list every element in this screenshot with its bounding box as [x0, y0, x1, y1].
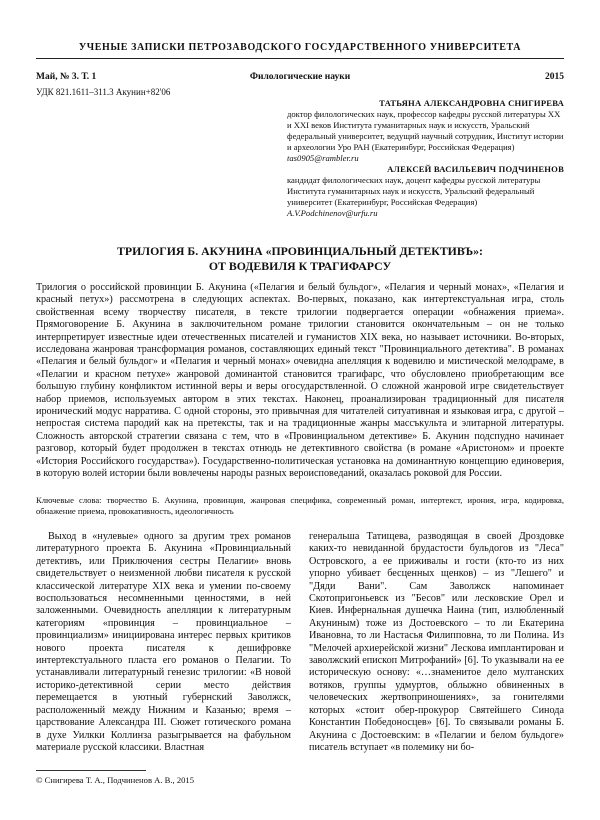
issue-year: 2015: [545, 72, 564, 82]
author-affiliation: кандидат филологических наук, доцент кафедры русской литературы Института гуманитарных наук и искусств, Уральский федеральный университет (Екатеринбург, Российская Федерация): [287, 175, 541, 207]
author-block-2: [287, 164, 564, 219]
author-email[interactable]: A.V.Podchinenov@urfu.ru: [287, 208, 378, 218]
author-affiliation: доктор филологических наук, профессор кафедры русской литературы XX и XXI веков Института гуманитарных наук и искусств, Уральский федеральный университет, ведущий научный сотрудник, Институт истории и археологии Уро РАН (Екатеринбург, Российская Федерация): [287, 109, 564, 152]
title-line: ТРИЛОГИЯ Б. АКУНИНА «ПРОВИНЦИАЛЬНЫЙ ДЕТЕКТИВЪ»:: [117, 244, 483, 258]
body-column-right: генеральша Татищева, разводящая в своей Дроздовке каких-то невиданной брудастости бульдогов из "Леса" Островского, а ее приживалы и гости (кто-то из них упорно убивает бесценных щенков) – из "Лешего" и "Дяди Вани". Сам Заволжск напоминает Скотопригоньевск из "Бесов" или лесковские Орел и Киев. Инфернальная душечка Наина (тип, излюбленный Акуниным) тоже из Достоевского – то ли Екатерина Ивановна, то ли Настасья Филипповна, то ли Полина. Из "Мелочей архиерейской жизни" Лескова имплантирован и заволжский епископ Митрофаний» [6]. То указывали на ее историческую основу: «…знаменитое дело мултанских вотяков, группы удмуртов, облыжно обвиненных в человеческих жертвоприношениях», за гонителями которых «стоит обер-прокурор Святейшего Синода Константин Победоносцев» [6]. То связывали романы Б. Акунина с Достоевским: в «Пелагии и белом бульдоге» писатель вступает «в полемику ни бо-: [309, 531, 564, 753]
issue-row: [36, 72, 564, 86]
author-name: АЛЕКСЕЙ ВАСИЛЬЕВИЧ ПОДЧИНЕНОВ: [387, 164, 564, 174]
abstract: Трилогия о российской провинции Б. Акунина («Пелагия и белый бульдог», «Пелагия и черный монах», «Пелагия и красный петух») рассмотрена в следующих аспектах. Во-первых, показано, как интертекстуальная игра, столь свойственная всему творчеству писателя, в тексте трилогии подвергается операции «обнажения приема». Прямоговорение Б. Акунина в заключительном романе трилогии становится окончательным – он не только интерпретирует известные идеи отечественных писателей и гуманистов XIX века, но называет источники. Во-вторых, исследована жанровая трансформация романов, составляющих единый текст "Провинциального детектива". В романах «Пелагия и белый бульдог» и «Пелагия и черный монах» очевидна апелляция к водевилю и мистической мелодраме, в «Пелагии и красном петухе» жанровой доминантой становится трагифарс, что обусловлено приобретающим все большую глубину конфликтом истинной веры и веры огосударствленной. О сложной жанровой игре свидетельствует набор приемов, используемых автором в этих текстах. Наконец, проанализирован традиционный для писателя иронический модус нарратива. С одной стороны, это привычная для читателей ситуативная и языковая игра, с другой – непростая система пародий как на претексты, так и на традиционные жанры массъкульта и элитарной литературы. Сложность авторской стратегии связана с тем, что в «Провинциальном детективе» Б. Акунин подспудно начинает разговор, который будет продолжен в текстах отнюдь не детективного свойства (в романе «Аристоном» и проекте «История Российского государства»). Государственно-политическая установка на доминантную концепцию единоверия, в которую волей истории были вовлечены народы разных вероисповеданий, оказалась роковой для России.: [36, 282, 564, 480]
article-title: [36, 244, 564, 274]
udc-code: УДК 821.1611–311.3 Акунин+82'06: [36, 87, 171, 97]
title-line: ОТ ВОДЕВИЛЯ К ТРАГИФАРСУ: [208, 259, 392, 273]
copyright: © Снигирева Т. А., Подчиненов А. В., 2015: [36, 775, 195, 785]
author-email[interactable]: tas0905@rambler.ru: [287, 153, 359, 163]
author-name: ТАТЬЯНА АЛЕКСАНДРОВНА СНИГИРЕВА: [379, 98, 564, 108]
journal-title: УЧЕНЫЕ ЗАПИСКИ ПЕТРОЗАВОДСКОГО ГОСУДАРСТВЕННОГО УНИВЕРСИТЕТА: [78, 42, 522, 53]
body-column-left: Выход в «нулевые» одного за другим трех романов литературного проекта Б. Акунина «Провинциальный детективъ, или Приключения сестры Пелагии» вновь свидетельствует о неизменной любви писателя к русской классической литературе XIX века и умении по-своему воспользоваться несомненными ценностями, в ней заложенными. Очевидность апелляции к литературным категориям «провинция – провинциальное – провинциализм» инициирована интерес первых критиков нового проекта писателя к дешифровке интертекстуального пласта его романов о Пелагии. То устанавливали литературный генезис трилогии: «В новой историко-детективной серии место действия перемещается в уютный губернский Заволжск, расположенный между Нижним и Казанью; время – царствование Александра III. Сюжет готического романа в духе Уилкки Коллинза разыгрывается на фабульном материале русской классики. Властная: [36, 531, 291, 753]
footer-rule: [36, 770, 146, 771]
issue-number: Май, № 3. Т. 1: [36, 72, 97, 82]
keywords: Ключевые слова: творчество Б. Акунина, провинция, жанровая специфика, современный роман, интертекст, ирония, игра, кодировка, обнажение приема, провокативность, идеологичность: [36, 495, 564, 516]
section-name: Филологические науки: [249, 72, 351, 82]
author-block-1: [287, 98, 564, 164]
header-rule: [36, 58, 564, 59]
